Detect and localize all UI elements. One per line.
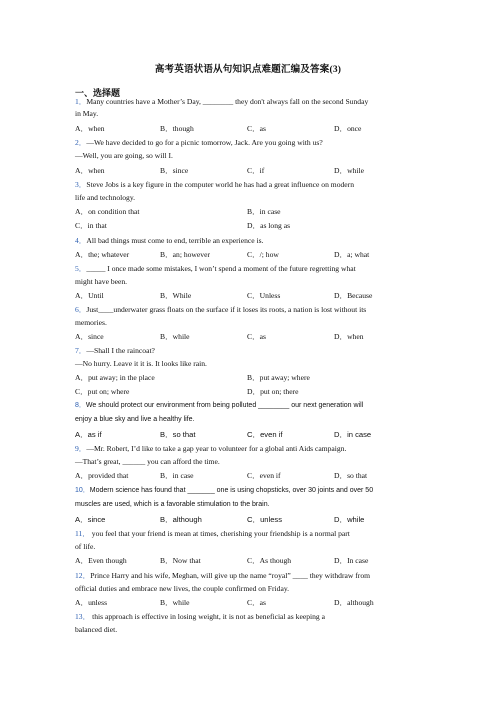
option-b: B．an; however: [160, 250, 210, 259]
question-number: 6．: [75, 305, 87, 314]
question-number: 9．: [75, 444, 87, 453]
question-10-continued: muscles are used, which is a favorable stimulation to the brain.: [75, 501, 270, 508]
question-9: [75, 444, 425, 454]
question-5-continued: might have been.: [75, 277, 128, 286]
page-title: 高考英语状语从句知识点难题汇编及答案(3): [154, 65, 342, 75]
question-11-continued: of life.: [75, 542, 96, 551]
question-12: [75, 571, 425, 581]
options-3-row-2: [75, 221, 425, 231]
question-8: [75, 401, 425, 411]
question-text: Many countries have a Mother’s Day, ________ they don't always fall on the second Sunday: [86, 97, 369, 106]
question-text: Just____underwater grass floats on the surface if it loses its roots, a nation is lost without its: [86, 305, 367, 314]
option-d: D．In case: [334, 556, 369, 565]
option-c: C．Unless: [247, 291, 281, 300]
option-d: D．Because: [334, 291, 373, 300]
question-text: Modern science has found that _______ one is using chopsticks, over 30 joints and over 50: [89, 487, 374, 494]
question-number: 1．: [75, 97, 87, 106]
question-number: 10．: [75, 487, 90, 494]
options-5: [75, 291, 425, 301]
options-12: [75, 598, 425, 608]
option-c: C．/; how: [247, 250, 279, 259]
option-d: D．a; what: [334, 250, 370, 259]
question-4: [75, 236, 425, 246]
question-number: 13．: [75, 612, 91, 621]
option-b: B．while: [160, 332, 190, 341]
options-9: [75, 471, 425, 481]
question-text: you feel that your friend is mean at times, cherishing your friendship is a normal part: [89, 529, 350, 538]
option-a: A．as if: [75, 430, 102, 439]
option-c: C．as: [247, 598, 266, 607]
question-number: 3．: [75, 180, 87, 189]
option-d: D．when: [334, 332, 364, 341]
option-d: D．while: [334, 515, 365, 524]
question-text: Prince Harry and his wife, Meghan, will give up the name “royal” ____ they withdraw from: [90, 571, 371, 580]
question-9-continued: —That’s great, ______ you can afford the time.: [75, 457, 220, 466]
question-number: 8．: [75, 402, 86, 409]
question-number: 12．: [75, 571, 91, 580]
option-a: A．Even though: [75, 556, 127, 565]
question-7: [75, 346, 425, 356]
question-2-continued: —Well, you are going, so will I.: [75, 151, 173, 160]
option-a: A．the; whatever: [75, 250, 130, 259]
option-c: C．As though: [247, 556, 292, 565]
question-3-continued: life and technology.: [75, 193, 136, 202]
option-b: B．though: [160, 124, 194, 133]
options-8: [75, 430, 425, 440]
option-a: A．since: [75, 332, 104, 341]
question-7-continued: —No hurry. Leave it it is. It looks like rain.: [75, 359, 207, 368]
question-11: [75, 529, 425, 539]
question-13-continued: balanced diet.: [75, 625, 118, 634]
options-3-row-1: [75, 207, 425, 217]
question-number: 2．: [75, 138, 87, 147]
question-6-continued: memories.: [75, 318, 107, 327]
option-b: B．since: [160, 166, 189, 175]
option-a: A．on condition that: [75, 207, 140, 216]
options-11: [75, 556, 425, 566]
option-d: D．as long as: [247, 221, 291, 230]
question-number: 5．: [75, 264, 87, 273]
options-10: [75, 515, 425, 525]
option-d: D．although: [334, 598, 374, 607]
question-text: —Mr. Robert, I’d like to take a gap year to volunteer for a global anti Aids campaign.: [86, 444, 347, 453]
question-number: 4．: [75, 236, 87, 245]
option-c: C．put on; where: [75, 387, 130, 396]
option-b: B．so that: [160, 430, 196, 439]
question-number: 7．: [75, 346, 87, 355]
option-c: C．even if: [247, 430, 283, 439]
option-a: A．provided that: [75, 471, 129, 480]
question-13: [75, 612, 425, 622]
option-a: A．when: [75, 166, 105, 175]
question-6: [75, 305, 425, 315]
question-3: [75, 180, 425, 190]
options-7-row-2: [75, 387, 425, 397]
question-text: Steve Jobs is a key figure in the computer world he has had a great influence on modern: [86, 180, 354, 189]
question-text: _____ I once made some mistakes, I won’t spend a moment of the future regretting what: [86, 264, 356, 273]
question-1: [75, 97, 425, 107]
question-5: [75, 264, 425, 274]
option-c: C．unless: [247, 515, 283, 524]
option-b: B．Now that: [160, 556, 201, 565]
option-c: C．if: [247, 166, 265, 175]
option-a: A．since: [75, 515, 106, 524]
option-c: C．even if: [247, 471, 281, 480]
option-d: D．put on; there: [247, 387, 299, 396]
option-d: D．so that: [334, 471, 368, 480]
option-d: D．while: [334, 166, 364, 175]
question-text: —We have decided to go for a picnic tomorrow, Jack. Are you going with us?: [86, 138, 323, 147]
options-6: [75, 332, 425, 342]
question-8-continued: enjoy a blue sky and live a healthy life.: [75, 416, 195, 423]
option-c: C．as: [247, 124, 266, 133]
option-a: A．put away; in the place: [75, 373, 155, 382]
option-a: A．Until: [75, 291, 104, 300]
option-d: D．in case: [334, 430, 372, 439]
question-10: [75, 486, 425, 496]
option-b: B．put away; where: [247, 373, 310, 382]
options-4: [75, 250, 425, 260]
option-a: A．unless: [75, 598, 108, 607]
question-text: We should protect our environment from being polluted ________ our next generation will: [85, 402, 364, 409]
options-2: [75, 166, 425, 176]
question-12-continued: official duties and embrace new lives, the couple confirmed on Friday.: [75, 584, 290, 593]
options-7-row-1: [75, 373, 425, 383]
option-c: C．as: [247, 332, 266, 341]
question-1-continued: in May.: [75, 109, 99, 118]
option-b: B．While: [160, 291, 192, 300]
question-text: —Shall I the raincoat?: [86, 346, 155, 355]
question-number: 11．: [75, 529, 90, 538]
option-b: B．while: [160, 598, 190, 607]
option-b: B．although: [160, 515, 202, 524]
option-c: C．in that: [75, 221, 107, 230]
option-b: B．in case: [247, 207, 281, 216]
question-2: [75, 138, 425, 148]
question-text: All bad things must come to end, terrible an experience is.: [86, 236, 264, 245]
options-1: [75, 124, 425, 134]
question-text: this approach is effective in losing weight, it is not as beneficial as keeping a: [90, 612, 325, 621]
option-a: A．when: [75, 124, 105, 133]
option-b: B．in case: [160, 471, 194, 480]
option-d: D．once: [334, 124, 362, 133]
section-heading: 一、选择题: [75, 88, 121, 98]
